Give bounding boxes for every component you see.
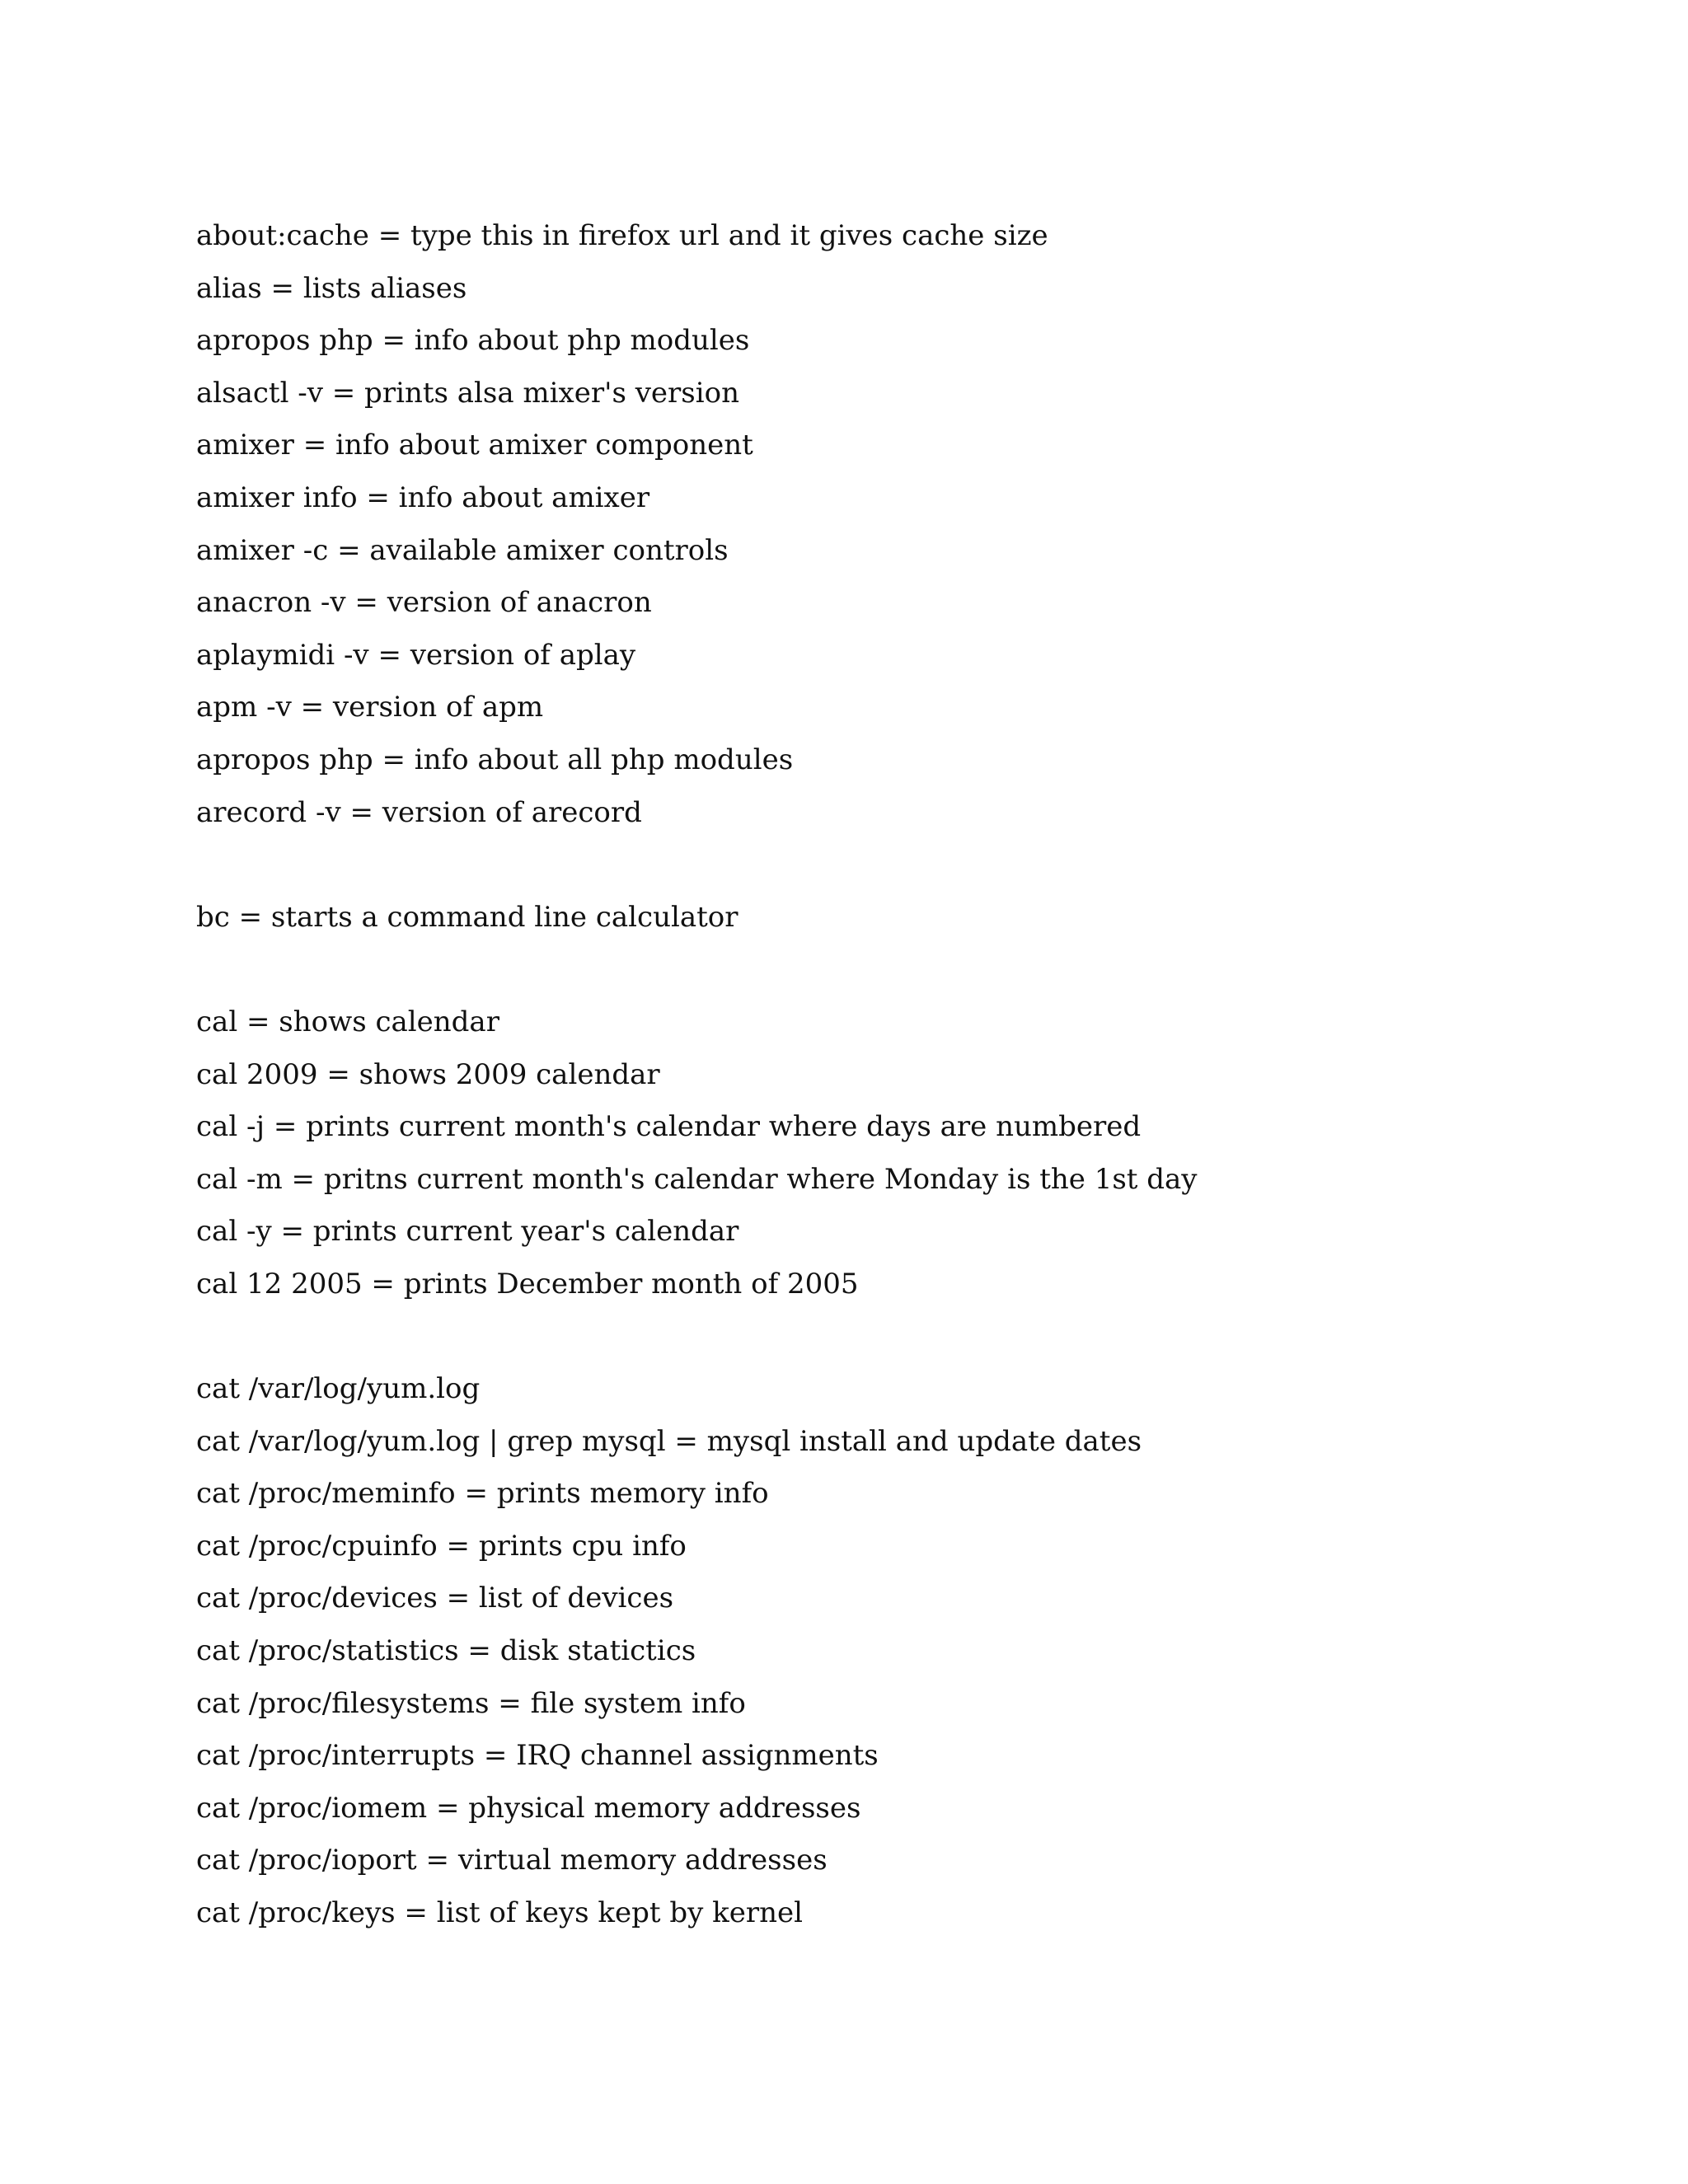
text-line: cal 12 2005 = prints December month of 2005: [196, 1267, 859, 1301]
text-line: arecord -v = version of arecord: [196, 795, 642, 829]
text-line: cat /proc/statistics = disk statictics: [196, 1634, 696, 1668]
text-line: cal -j = prints current month's calendar where days are numbered: [196, 1110, 1142, 1144]
text-line: alsactl -v = prints alsa mixer's version: [196, 376, 739, 410]
document-content: [196, 210, 1556, 1940]
text-line: cal = shows calendar: [196, 1005, 499, 1038]
command-group-cat: [196, 1363, 1556, 1940]
command-group-cal: [196, 996, 1556, 1311]
text-line: cat /proc/interrupts = IRQ channel assignments: [196, 1739, 879, 1773]
text-line: cat /proc/ioport = virtual memory addresses: [196, 1844, 828, 1877]
text-line: bc = starts a command line calculator: [196, 900, 738, 934]
text-line: apropos php = info about all php modules: [196, 743, 794, 776]
blank-line: [196, 839, 1556, 892]
text-line: aplaymidi -v = version of aplay: [196, 638, 636, 672]
text-line: cat /var/log/yum.log: [196, 1372, 481, 1406]
text-line: cal -y = prints current year's calendar: [196, 1215, 739, 1249]
text-line: amixer info = info about amixer: [196, 480, 650, 514]
text-line: cat /var/log/yum.log | grep mysql = mysql install and update dates: [196, 1424, 1142, 1458]
text-line: cat /proc/cpuinfo = prints cpu info: [196, 1529, 687, 1563]
text-line: apm -v = version of apm: [196, 691, 544, 724]
text-line: amixer -c = available amixer controls: [196, 533, 729, 567]
command-group-a: [196, 210, 1556, 839]
text-line: cal -m = pritns current month's calendar where Monday is the 1st day: [196, 1162, 1198, 1196]
blank-line: [196, 944, 1556, 996]
text-line: amixer = info about amixer component: [196, 429, 753, 462]
text-line: cat /proc/filesystems = file system info: [196, 1686, 746, 1720]
text-line: cat /proc/meminfo = prints memory info: [196, 1477, 769, 1511]
blank-line: [196, 1310, 1556, 1363]
text-line: cat /proc/iomem = physical memory addresses: [196, 1791, 861, 1825]
text-line: alias = lists aliases: [196, 271, 467, 305]
text-line: cat /proc/devices = list of devices: [196, 1582, 674, 1615]
command-group-b: [196, 892, 1556, 944]
text-line: anacron -v = version of anacron: [196, 586, 652, 620]
text-line: about:cache = type this in firefox url and it gives cache size: [196, 219, 1048, 252]
text-line: cal 2009 = shows 2009 calendar: [196, 1057, 660, 1091]
text-line: apropos php = info about php modules: [196, 324, 750, 358]
text-line: cat /proc/keys = list of keys kept by kernel: [196, 1896, 804, 1929]
